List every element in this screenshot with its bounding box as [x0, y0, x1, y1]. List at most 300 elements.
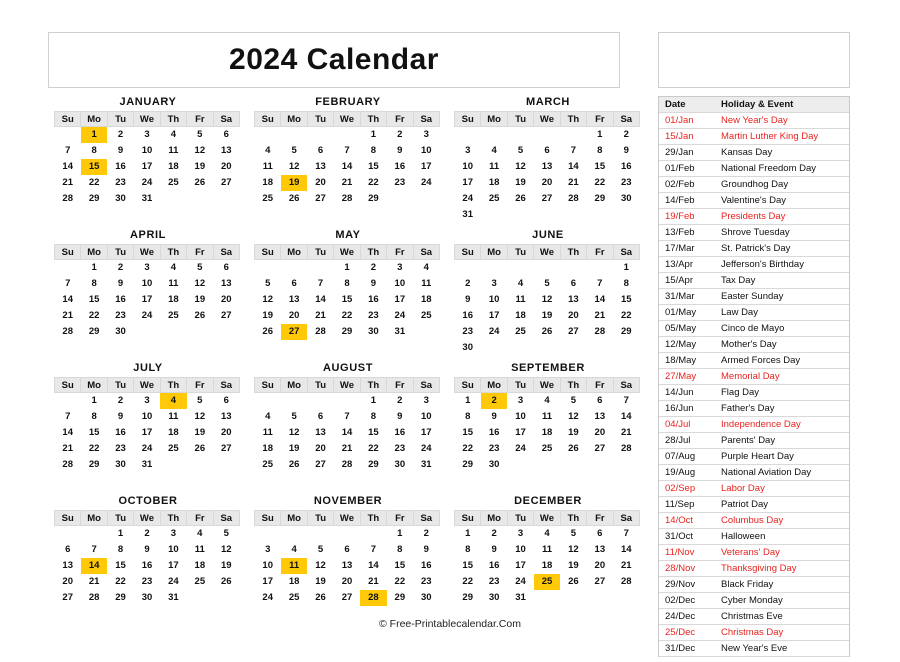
day-cell: 9 [465, 294, 471, 305]
day-cell: 25 [420, 310, 432, 321]
holiday-row [659, 465, 849, 481]
day-cell: 15 [462, 560, 473, 571]
holiday-name: Armed Forces Day [721, 355, 801, 366]
day-cell-empty [534, 457, 560, 473]
holiday-date: 31/Dec [665, 643, 696, 654]
holiday-name: Flag Day [721, 387, 760, 398]
day-cell-empty [187, 324, 213, 340]
month-august [254, 362, 442, 495]
day-cell: 5 [265, 278, 271, 289]
day-cell: 9 [117, 411, 124, 422]
day-cell-empty [560, 457, 586, 473]
day-cell: 7 [623, 395, 629, 406]
day-cell: 14 [81, 558, 107, 574]
day-cell-empty [481, 207, 507, 223]
day-cell-empty [481, 340, 507, 356]
day-cell: 30 [115, 326, 126, 337]
day-cell: 5 [570, 528, 577, 539]
month-title: APRIL [130, 229, 166, 241]
holiday-row [659, 433, 849, 449]
day-cell: 19 [515, 177, 526, 188]
holiday-col-date: Date [665, 99, 686, 110]
day-cell: 28 [360, 590, 386, 606]
day-cell: 30 [620, 193, 632, 204]
day-cell: 11 [168, 411, 179, 422]
day-cell: 16 [368, 294, 379, 305]
day-cell-empty [334, 127, 360, 143]
months-grid [48, 96, 648, 628]
day-cell: 17 [141, 294, 153, 305]
holiday-date: 14/Jun [665, 387, 694, 398]
day-cell-empty [455, 260, 481, 276]
day-cell: 13 [594, 544, 606, 555]
day-cell: 5 [570, 395, 577, 406]
day-cell-empty [587, 207, 613, 223]
weekday-header: Mo [281, 511, 307, 526]
weekday-header: Th [560, 112, 586, 127]
day-cell-empty [213, 191, 239, 207]
day-cell: 2 [397, 129, 403, 140]
day-cell: 2 [117, 395, 124, 406]
day-cell: 30 [462, 342, 473, 353]
month-grid [254, 111, 440, 207]
day-cell-empty [255, 127, 281, 143]
day-cell: 9 [397, 145, 403, 156]
holiday-row [659, 481, 849, 497]
month-december [454, 495, 642, 628]
weekday-header: Mo [81, 112, 107, 127]
day-cell: 8 [344, 278, 350, 289]
holiday-row [659, 577, 849, 593]
weekday-header: Su [55, 112, 81, 127]
weekday-header: Mo [81, 378, 107, 393]
day-cell: 20 [288, 310, 300, 321]
holiday-row [659, 353, 849, 369]
weekday-header: Tu [307, 378, 333, 393]
day-cell: 23 [394, 177, 406, 188]
day-cell: 25 [262, 193, 273, 204]
weekday-header: Su [255, 245, 281, 260]
day-cell: 1 [597, 129, 603, 140]
day-cell: 22 [341, 310, 353, 321]
day-cell: 29 [341, 326, 353, 337]
day-cell: 22 [115, 576, 126, 587]
day-cell: 28 [620, 443, 632, 454]
day-cell: 18 [168, 427, 179, 438]
day-cell-empty [81, 526, 107, 542]
day-cell: 20 [315, 443, 326, 454]
day-cell: 7 [344, 411, 350, 422]
day-cell-empty [507, 260, 533, 276]
day-cell: 24 [141, 177, 153, 188]
holiday-date: 12/May [665, 339, 697, 350]
weekday-header: Th [160, 112, 186, 127]
holiday-table [658, 96, 850, 657]
day-cell: 6 [223, 395, 229, 406]
day-cell: 8 [623, 278, 629, 289]
weekday-header: Mo [281, 245, 307, 260]
day-cell: 6 [65, 544, 71, 555]
day-cell-empty [134, 324, 160, 340]
day-cell: 24 [141, 310, 153, 321]
day-cell: 15 [88, 427, 100, 438]
day-cell-empty [187, 191, 213, 207]
holiday-name: Martin Luther King Day [721, 131, 819, 142]
day-cell: 16 [394, 161, 406, 172]
day-cell: 14 [341, 161, 353, 172]
day-cell: 4 [491, 145, 497, 156]
day-cell: 16 [115, 294, 126, 305]
weekday-header: Th [560, 511, 586, 526]
day-cell: 10 [168, 544, 179, 555]
weekday-header: Su [455, 245, 481, 260]
day-cell: 28 [62, 193, 73, 204]
holiday-date: 01/Feb [665, 163, 695, 174]
weekday-header: Sa [613, 378, 639, 393]
holiday-name: Father's Day [721, 403, 775, 414]
day-cell: 2 [144, 528, 150, 539]
day-cell: 2 [623, 129, 629, 140]
month-title: MAY [335, 229, 361, 241]
day-cell: 1 [370, 395, 377, 406]
holiday-row [659, 257, 849, 273]
day-cell: 26 [515, 193, 526, 204]
day-cell: 23 [620, 177, 632, 188]
day-cell: 3 [423, 129, 429, 140]
holiday-name: Thanksgiving Day [721, 563, 797, 574]
day-cell: 23 [394, 443, 406, 454]
weekday-header: Fr [587, 378, 613, 393]
holiday-name: Christmas Day [721, 627, 784, 638]
weekday-header: Su [55, 511, 81, 526]
day-cell: 18 [420, 294, 432, 305]
holiday-date: 29/Jan [665, 147, 694, 158]
day-cell: 19 [568, 427, 579, 438]
day-cell: 19 [262, 310, 273, 321]
day-cell-empty [534, 127, 560, 143]
day-cell: 1 [91, 395, 97, 406]
day-cell: 28 [62, 459, 73, 470]
holiday-row [659, 193, 849, 209]
day-cell: 2 [491, 528, 497, 539]
day-cell: 4 [170, 129, 177, 140]
holiday-date: 18/May [665, 355, 697, 366]
day-cell: 26 [568, 576, 579, 587]
day-cell: 31 [394, 326, 406, 337]
weekday-header: Sa [413, 378, 439, 393]
holiday-date: 05/May [665, 323, 697, 334]
holiday-name: Veterans' Day [721, 547, 780, 558]
day-cell-empty [213, 590, 239, 606]
day-cell: 8 [465, 544, 471, 555]
month-grid [54, 244, 240, 340]
day-cell: 13 [288, 294, 300, 305]
day-cell-empty [160, 324, 186, 340]
day-cell: 6 [570, 278, 577, 289]
weekday-header: We [534, 378, 560, 393]
month-title: JUNE [532, 229, 564, 241]
holiday-name: Cinco de Mayo [721, 323, 785, 334]
weekday-header: Fr [187, 378, 213, 393]
day-cell: 18 [262, 443, 273, 454]
holiday-name: Kansas Day [721, 147, 773, 158]
day-cell: 14 [594, 294, 606, 305]
day-cell-empty [507, 340, 533, 356]
day-cell: 13 [315, 161, 326, 172]
day-cell: 5 [291, 145, 297, 156]
holiday-name: Columbus Day [721, 515, 784, 526]
day-cell-empty [534, 340, 560, 356]
weekday-header: Su [55, 245, 81, 260]
holiday-name: Memorial Day [721, 371, 780, 382]
day-cell: 13 [220, 145, 232, 156]
day-cell: 15 [394, 560, 406, 571]
day-cell: 22 [88, 443, 100, 454]
day-cell: 4 [160, 393, 186, 409]
day-cell: 6 [544, 145, 550, 156]
weekday-header: Th [560, 378, 586, 393]
weekday-header: Fr [587, 511, 613, 526]
day-cell-empty [360, 526, 386, 542]
holiday-name: National Freedom Day [721, 163, 817, 174]
day-cell: 18 [288, 576, 300, 587]
day-cell: 17 [420, 161, 432, 172]
day-cell: 20 [315, 177, 326, 188]
day-cell: 8 [397, 544, 403, 555]
holiday-row [659, 273, 849, 289]
day-cell: 20 [541, 177, 553, 188]
day-cell: 16 [394, 427, 406, 438]
day-cell: 24 [488, 326, 500, 337]
day-cell: 22 [88, 310, 100, 321]
day-cell-empty [507, 127, 533, 143]
day-cell: 31 [141, 193, 153, 204]
weekday-header: Th [360, 511, 386, 526]
day-cell: 27 [541, 193, 553, 204]
day-cell: 25 [534, 574, 560, 590]
day-cell-empty [281, 260, 307, 276]
day-cell-empty [307, 393, 333, 409]
day-cell: 22 [620, 310, 632, 321]
holiday-date: 31/Mar [665, 291, 695, 302]
weekday-header: Sa [213, 112, 239, 127]
holiday-name: Labor Day [721, 483, 765, 494]
day-cell-empty [560, 127, 586, 143]
day-cell-empty [281, 393, 307, 409]
holiday-date: 24/Dec [665, 611, 696, 622]
day-cell: 15 [368, 427, 379, 438]
day-cell: 1 [397, 528, 403, 539]
day-cell-empty [534, 207, 560, 223]
day-cell: 26 [541, 326, 553, 337]
weekday-header: Sa [413, 511, 439, 526]
day-cell: 23 [488, 443, 500, 454]
day-cell: 8 [91, 278, 97, 289]
holiday-name: St. Patrick's Day [721, 243, 791, 254]
day-cell: 9 [491, 411, 497, 422]
day-cell: 1 [370, 129, 377, 140]
day-cell: 14 [62, 427, 73, 438]
day-cell-empty [281, 127, 307, 143]
day-cell: 12 [568, 411, 579, 422]
day-cell: 25 [168, 177, 179, 188]
day-cell: 22 [462, 576, 473, 587]
day-cell: 28 [594, 326, 606, 337]
day-cell: 20 [220, 294, 232, 305]
holiday-row [659, 513, 849, 529]
weekday-header: Fr [387, 511, 413, 526]
day-cell: 5 [197, 395, 203, 406]
weekday-header: Su [455, 112, 481, 127]
weekday-header: We [534, 511, 560, 526]
holiday-name: Patriot Day [721, 499, 768, 510]
day-cell: 5 [223, 528, 229, 539]
day-cell: 8 [91, 145, 97, 156]
weekday-header: Su [255, 378, 281, 393]
header-side-box [658, 32, 850, 88]
day-cell: 21 [594, 310, 606, 321]
day-cell: 11 [421, 278, 432, 289]
day-cell: 17 [141, 161, 153, 172]
day-cell: 7 [570, 145, 577, 156]
weekday-header: We [534, 112, 560, 127]
holiday-date: 02/Feb [665, 179, 695, 190]
day-cell: 10 [141, 145, 153, 156]
day-cell: 15 [594, 161, 606, 172]
weekday-header: Th [360, 378, 386, 393]
page-title: 2024 Calendar [229, 43, 439, 76]
holiday-date: 11/Sep [665, 499, 695, 510]
day-cell: 24 [394, 310, 406, 321]
day-cell: 7 [597, 278, 603, 289]
holiday-date: 04/Jul [665, 419, 691, 430]
day-cell: 14 [368, 560, 379, 571]
day-cell: 7 [623, 528, 629, 539]
day-cell: 27 [341, 592, 353, 603]
day-cell: 29 [620, 326, 632, 337]
weekday-header: Fr [187, 511, 213, 526]
day-cell: 2 [423, 528, 429, 539]
day-cell-empty [413, 191, 439, 207]
day-cell: 13 [341, 560, 353, 571]
day-cell-empty [55, 526, 81, 542]
day-cell: 19 [541, 310, 553, 321]
month-grid [454, 111, 640, 223]
day-cell: 19 [281, 175, 307, 191]
day-cell: 26 [220, 576, 232, 587]
holiday-row [659, 321, 849, 337]
day-cell: 19 [288, 443, 300, 454]
day-cell: 24 [515, 576, 526, 587]
weekday-header: Su [255, 511, 281, 526]
day-cell: 25 [194, 576, 206, 587]
weekday-header: Tu [507, 112, 533, 127]
holiday-name: Groundhog Day [721, 179, 789, 190]
day-cell: 16 [462, 310, 473, 321]
day-cell: 12 [288, 161, 300, 172]
month-june [454, 229, 642, 362]
weekday-header: Fr [587, 112, 613, 127]
day-cell: 22 [88, 177, 100, 188]
day-cell: 18 [168, 294, 179, 305]
holiday-date: 13/Apr [665, 259, 693, 270]
month-grid [454, 244, 640, 356]
holiday-date: 15/Apr [665, 275, 693, 286]
day-cell: 21 [62, 177, 73, 188]
day-cell: 4 [265, 145, 271, 156]
holiday-row [659, 209, 849, 225]
day-cell: 14 [315, 294, 326, 305]
holiday-name: Presidents Day [721, 211, 786, 222]
weekday-header: Sa [613, 245, 639, 260]
month-title: AUGUST [322, 362, 374, 374]
holiday-row [659, 289, 849, 305]
day-cell: 27 [594, 443, 606, 454]
day-cell: 2 [117, 129, 124, 140]
day-cell: 17 [141, 427, 153, 438]
weekday-header: We [334, 245, 360, 260]
day-cell: 8 [91, 411, 97, 422]
weekday-header: We [134, 112, 160, 127]
day-cell: 13 [220, 411, 232, 422]
day-cell-empty [55, 127, 81, 143]
weekday-header: Mo [81, 511, 107, 526]
day-cell: 14 [62, 161, 73, 172]
day-cell: 13 [568, 294, 579, 305]
day-cell: 27 [315, 459, 326, 470]
day-cell-empty [455, 127, 481, 143]
day-cell: 17 [515, 560, 526, 571]
day-cell: 2 [370, 262, 377, 273]
day-cell: 4 [423, 262, 429, 273]
title-box [48, 32, 620, 88]
day-cell: 10 [488, 294, 500, 305]
weekday-header: Fr [387, 245, 413, 260]
day-cell-empty [507, 457, 533, 473]
day-cell: 11 [262, 161, 273, 172]
day-cell: 25 [541, 443, 553, 454]
day-cell: 11 [194, 544, 205, 555]
holiday-row [659, 449, 849, 465]
holiday-name: Mother's Day [721, 339, 777, 350]
holiday-date: 11/Nov [665, 547, 695, 558]
day-cell: 30 [394, 459, 406, 470]
day-cell: 21 [62, 443, 73, 454]
holiday-row [659, 417, 849, 433]
holiday-date: 01/Jan [665, 115, 694, 126]
weekday-header: Th [160, 378, 186, 393]
day-cell-empty [587, 260, 613, 276]
day-cell: 3 [517, 528, 524, 539]
month-grid [254, 377, 440, 473]
day-cell: 22 [368, 443, 379, 454]
holiday-date: 19/Aug [665, 467, 696, 478]
day-cell-empty [560, 590, 586, 606]
day-cell: 26 [288, 459, 300, 470]
holiday-date: 14/Oct [665, 515, 693, 526]
day-cell: 28 [568, 193, 579, 204]
holiday-name: Halloween [721, 531, 766, 542]
holiday-date: 17/Mar [665, 243, 695, 254]
day-cell: 6 [317, 145, 324, 156]
day-cell: 15 [115, 560, 126, 571]
weekday-header: Su [455, 378, 481, 393]
weekday-header: Tu [107, 511, 133, 526]
day-cell: 10 [394, 278, 406, 289]
day-cell: 23 [115, 443, 126, 454]
weekday-header: Tu [307, 112, 333, 127]
day-cell: 12 [262, 294, 273, 305]
